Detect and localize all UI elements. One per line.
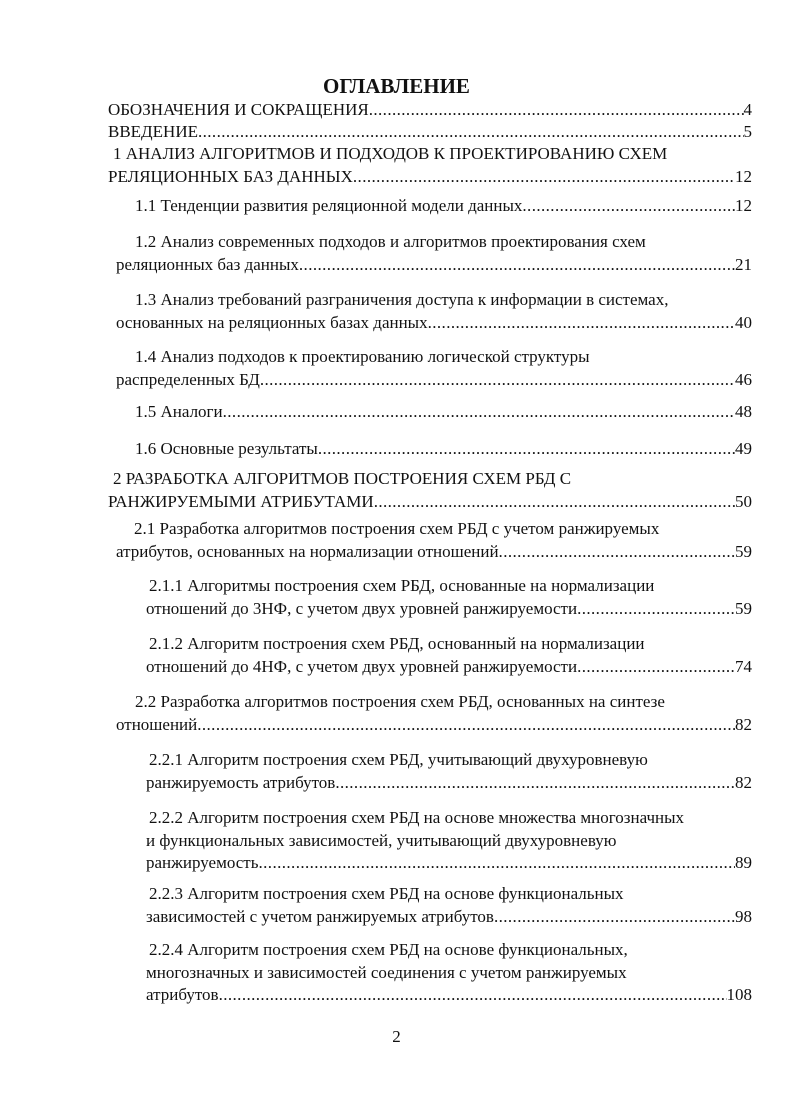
toc-entry-page: 49: [735, 439, 752, 458]
toc-entry-text: ранжируемость: [146, 853, 259, 872]
dot-leader: [223, 401, 735, 423]
toc-entry-text: атрибутов, основанных на нормализации отношений: [116, 541, 499, 561]
dot-leader: [299, 254, 735, 276]
toc-entry-s2-2-2[interactable]: [149, 807, 752, 829]
toc-entry-text: 1.5 Аналоги: [135, 402, 223, 421]
toc-entry-page: 108: [726, 985, 752, 1004]
toc-entry-ch1-line-2[interactable]: [108, 166, 752, 188]
toc-entry-s2-2-3-line-2[interactable]: [146, 906, 752, 928]
toc-entry-text: 1.1 Тенденции развития реляционной модели данных: [135, 196, 523, 215]
toc-entry-page: 12: [735, 166, 752, 186]
toc-entry-page: 12: [735, 196, 752, 215]
toc-entry-ch2[interactable]: [113, 468, 752, 490]
toc-entry-s2-1-2[interactable]: [149, 633, 752, 655]
toc-entry-text: атрибутов: [146, 985, 219, 1004]
toc-entry-s1-2-line-2[interactable]: [116, 254, 752, 276]
toc-entry-s1-4-line-2[interactable]: [116, 369, 752, 391]
toc-entry-text: 1.2 Анализ современных подходов и алгоритмов проектирования схем: [135, 232, 646, 251]
toc-entry-text: отношений: [116, 714, 198, 734]
toc-entry-page: 59: [735, 598, 752, 618]
toc-entry-text: РАНЖИРУЕМЫМИ АТРИБУТАМИ: [108, 491, 374, 511]
toc-entry-text: РЕЛЯЦИОННЫХ БАЗ ДАННЫХ: [108, 166, 353, 186]
dot-leader: [318, 438, 735, 460]
toc-entry-text: 2.1.2 Алгоритм построения схем РБД, основанный на нормализации: [149, 634, 645, 653]
toc-entry-text: 1.6 Основные результаты: [135, 439, 318, 458]
toc-entry-page: 48: [735, 402, 752, 421]
toc-entry-s1-3[interactable]: [135, 289, 752, 311]
toc-entry-page: 5: [743, 122, 752, 141]
toc-entry-s2-2-2-line-2[interactable]: [146, 830, 752, 852]
toc-entry-text: 2.2.1 Алгоритм построения схем РБД, учитывающий двухуровневую: [149, 750, 648, 769]
dot-leader: [577, 598, 735, 620]
toc-entry-s2-2-3[interactable]: [149, 883, 752, 905]
toc-entry-s2-2-2-line-3[interactable]: [146, 852, 752, 874]
dot-leader: [374, 491, 735, 513]
toc-entry-text: реляционных баз данных: [116, 254, 299, 274]
page-number: 2: [392, 1027, 401, 1046]
toc-entry-text: и функциональных зависимостей, учитывающий двухуровневую: [146, 830, 617, 850]
toc-entry-s1-1[interactable]: [135, 195, 752, 217]
dot-leader: [577, 656, 735, 678]
toc-entry-s2-1-1[interactable]: [149, 575, 752, 597]
toc-entry-page: 4: [743, 100, 752, 119]
toc-entry-s2-2-4-line-2[interactable]: [146, 962, 752, 984]
toc-entry-s2-2-4-line-3[interactable]: [146, 984, 752, 1006]
toc-entry-s1-2[interactable]: [135, 231, 752, 253]
toc-entry-text: 2 РАЗРАБОТКА АЛГОРИТМОВ ПОСТРОЕНИЯ СХЕМ РБД С: [113, 469, 572, 488]
toc-entry-s2-1-1-line-2[interactable]: [146, 598, 752, 620]
toc-entry-page: 46: [735, 369, 752, 389]
toc-entry-page: 59: [735, 541, 752, 561]
toc-entry-s1-4[interactable]: [135, 346, 752, 368]
toc-entry-text: ранжируемость атрибутов: [146, 772, 336, 792]
dot-leader: [197, 714, 735, 736]
toc-entry-text: многозначных и зависимостей соединения с учетом ранжируемых: [146, 962, 627, 982]
toc-entry-text: ОБОЗНАЧЕНИЯ И СОКРАЩЕНИЯ: [108, 100, 369, 119]
toc-entry-text: 2.1 Разработка алгоритмов построения схем РБД с учетом ранжируемых: [134, 519, 660, 538]
dot-leader: [335, 772, 735, 794]
toc-entry-page: 21: [735, 254, 752, 274]
toc-entry-page: 82: [735, 772, 752, 792]
toc-entry-text: ВВЕДЕНИЕ: [108, 122, 198, 141]
toc-entry-text: 1.4 Анализ подходов к проектированию логической структуры: [135, 347, 590, 366]
dot-leader: [353, 166, 735, 188]
toc-entry-text: основанных на реляционных базах данных: [116, 312, 428, 332]
dot-leader: [522, 195, 735, 217]
toc-entry-ch2-line-2[interactable]: [108, 491, 752, 513]
toc-entry-s2-2-4[interactable]: [149, 939, 752, 961]
toc-entry-text: отношений до 4НФ, с учетом двух уровней ранжируемости: [146, 656, 578, 676]
toc-entry-text: 1.3 Анализ требований разграничения доступа к информации в системах,: [135, 290, 669, 309]
toc-entry-text: распределенных БД: [116, 369, 260, 389]
toc-entry-s2-2-line-2[interactable]: [116, 714, 752, 736]
dot-leader: [494, 906, 735, 928]
toc-entry-text: зависимостей с учетом ранжируемых атрибутов: [146, 906, 494, 926]
toc-entry-s1-5[interactable]: [135, 401, 752, 423]
toc-entry-s2-2-1-line-2[interactable]: [146, 772, 752, 794]
toc-entry-s1-6[interactable]: [135, 438, 752, 460]
toc-entry-text: 2.2 Разработка алгоритмов построения схем РБД, основанных на синтезе: [135, 692, 665, 711]
dot-leader: [259, 852, 736, 874]
toc-entry-text: 1 АНАЛИЗ АЛГОРИТМОВ И ПОДХОДОВ К ПРОЕКТИРОВАНИЮ СХЕМ: [113, 144, 668, 163]
dot-leader: [260, 369, 735, 391]
toc-entry-s2-2[interactable]: [135, 691, 752, 713]
toc-entry-text: отношений до 3НФ, с учетом двух уровней ранжируемости: [146, 598, 578, 618]
toc-entry-vvedenie[interactable]: [108, 121, 752, 143]
toc-title: ОГЛАВЛЕНИЕ: [323, 74, 470, 98]
dot-leader: [499, 541, 735, 563]
toc-entry-text: 2.2.4 Алгоритм построения схем РБД на основе функциональных,: [149, 940, 628, 959]
toc-entry-ch1[interactable]: [113, 143, 752, 165]
toc-entry-s2-1-line-2[interactable]: [116, 541, 752, 563]
toc-entry-text: 2.2.2 Алгоритм построения схем РБД на основе множества многозначных: [149, 808, 685, 827]
toc-entry-text: 2.1.1 Алгоритмы построения схем РБД, основанные на нормализации: [149, 576, 655, 595]
toc-entry-page: 40: [735, 312, 752, 332]
toc-entry-s2-1-2-line-2[interactable]: [146, 656, 752, 678]
toc-entry-page: 50: [735, 491, 752, 511]
dot-leader: [219, 984, 727, 1006]
toc-entry-oboznacheniya[interactable]: [108, 99, 752, 121]
toc-entry-page: 74: [735, 656, 752, 676]
toc-entry-s1-3-line-2[interactable]: [116, 312, 752, 334]
dot-leader: [428, 312, 735, 334]
toc-entry-text: 2.2.3 Алгоритм построения схем РБД на основе функциональных: [149, 884, 624, 903]
dot-leader: [369, 99, 744, 121]
toc-entry-page: 82: [735, 714, 752, 734]
toc-entry-s2-2-1[interactable]: [149, 749, 752, 771]
toc-entry-page: 89: [735, 853, 752, 872]
toc-entry-s2-1[interactable]: [134, 518, 752, 540]
toc-entry-page: 98: [735, 906, 752, 926]
dot-leader: [198, 121, 744, 143]
